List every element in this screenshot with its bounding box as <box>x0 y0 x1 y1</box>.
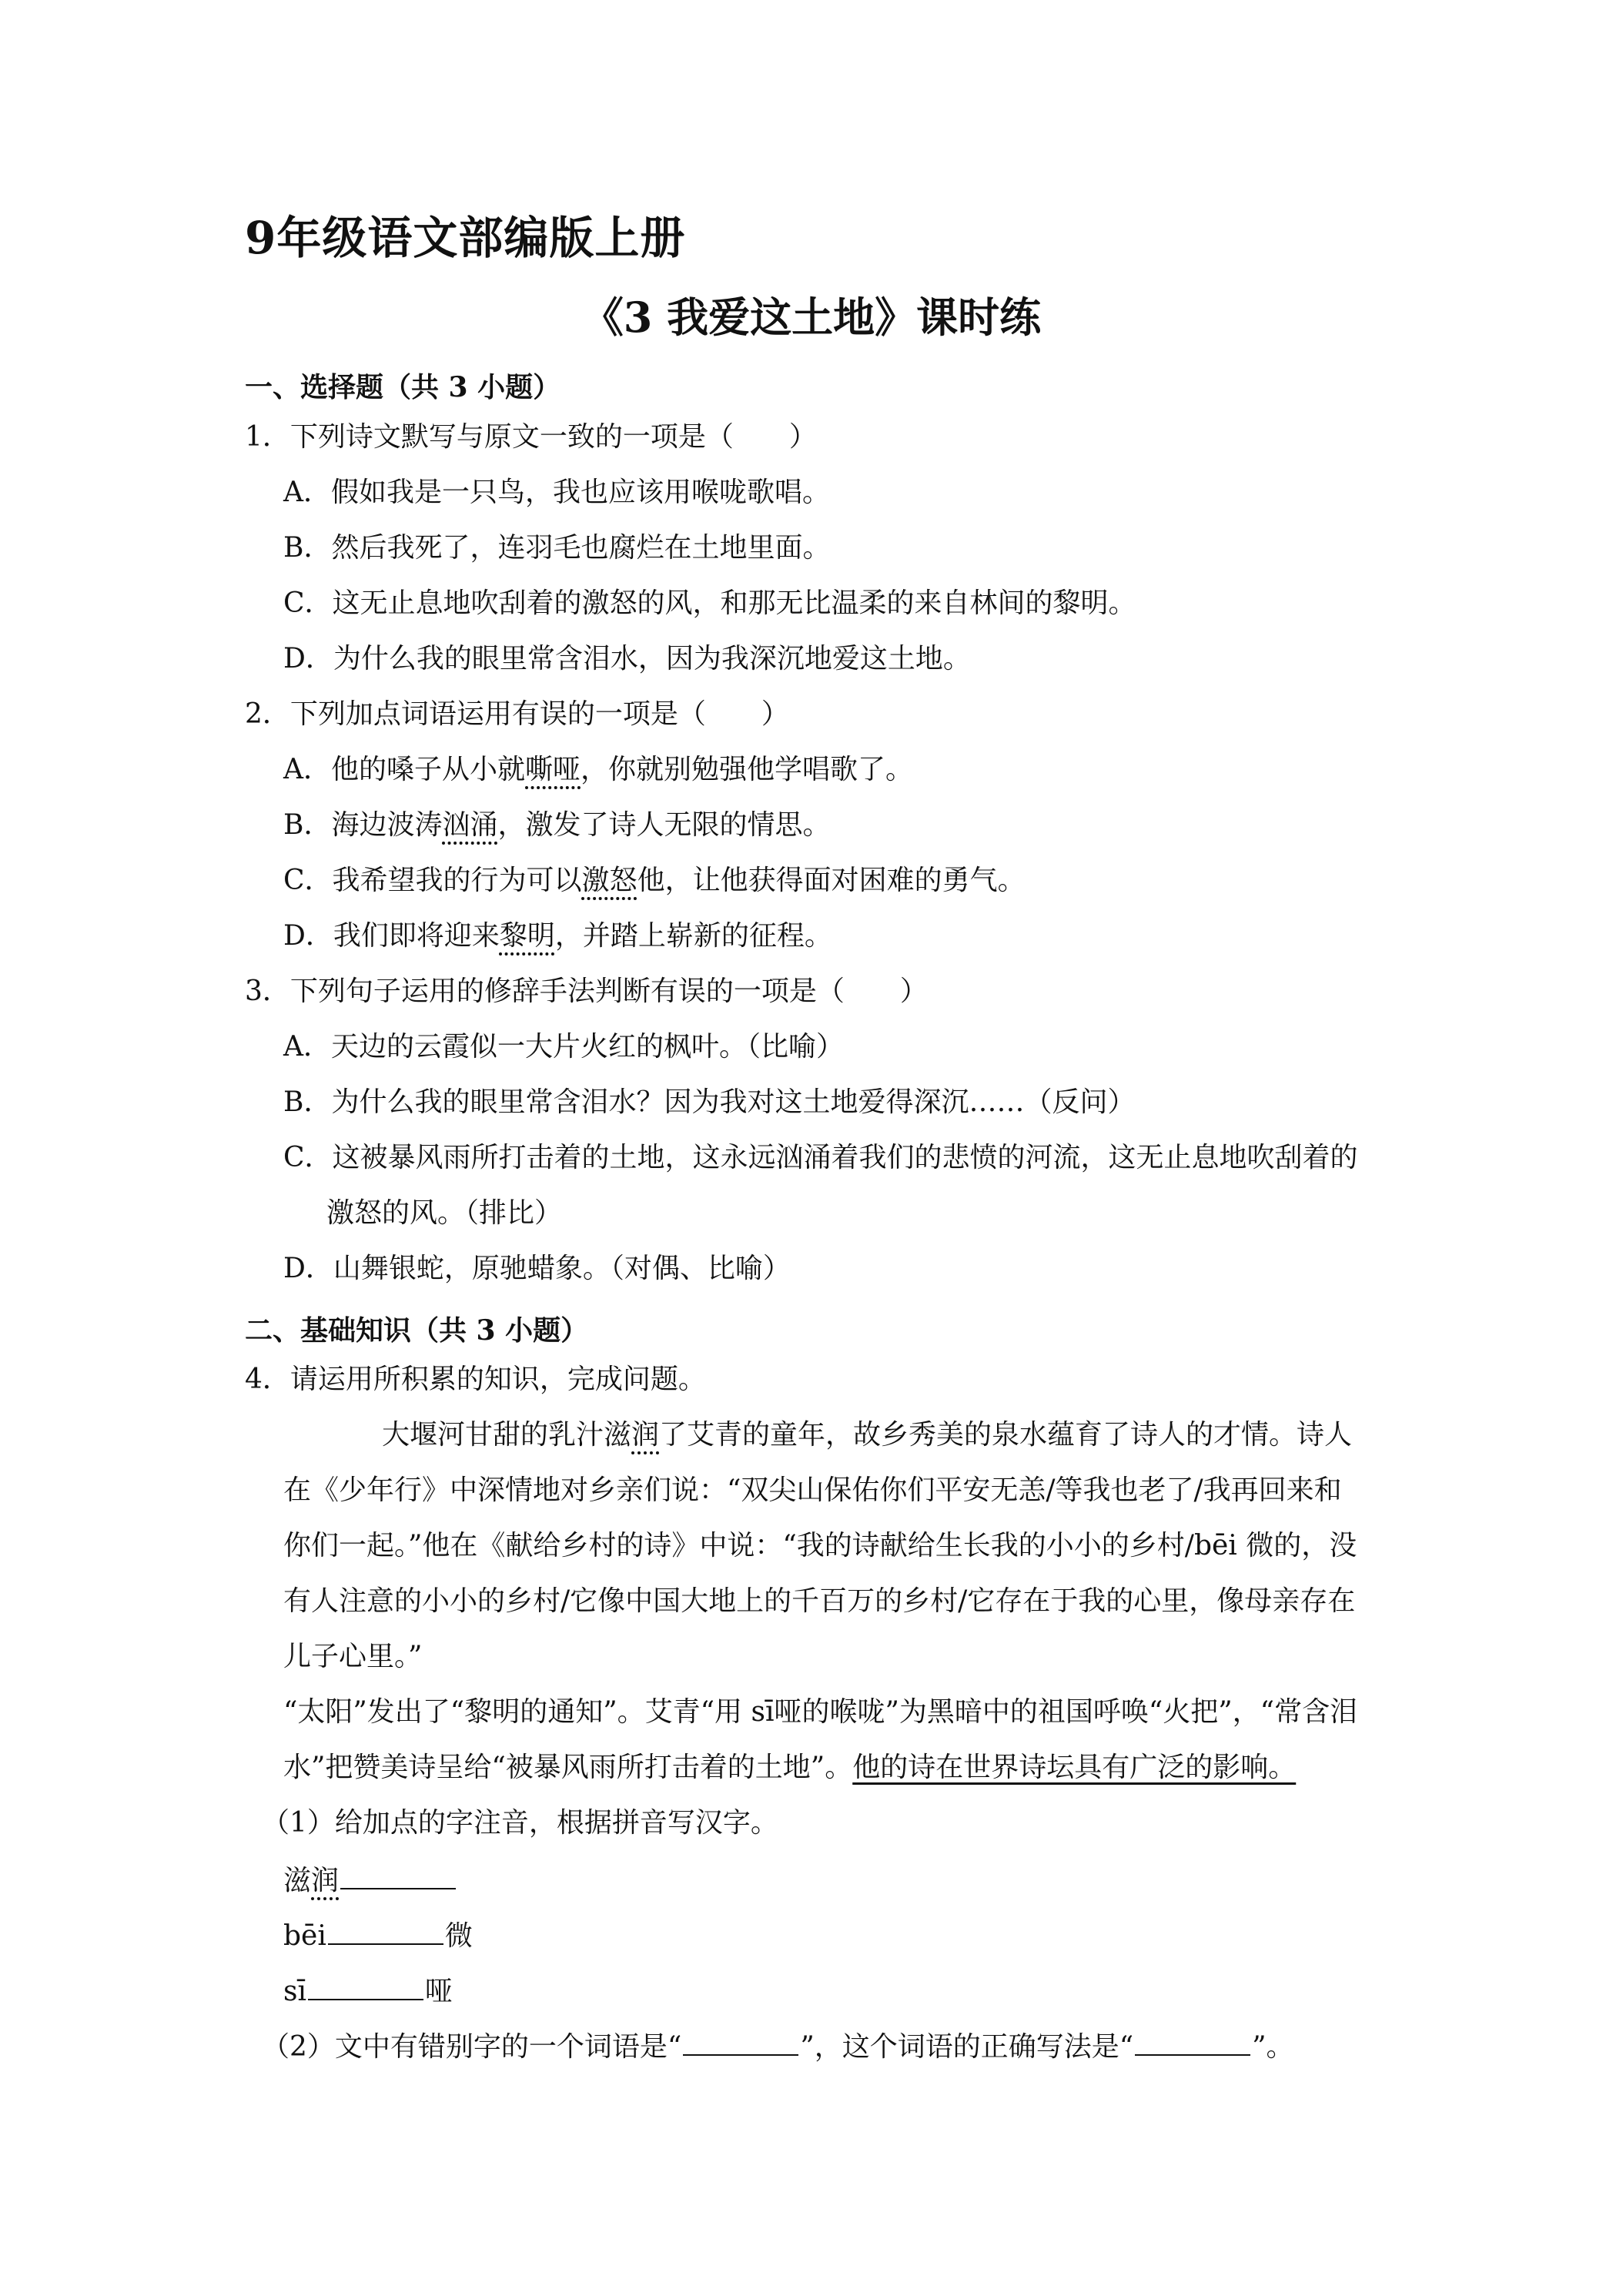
q4-p1-post: 了艾青的童年，故乡秀美的泉水蕴育了诗人的才情。诗人 <box>659 1419 1353 1451</box>
answer-blank-wrong-word[interactable] <box>683 2031 798 2056</box>
q2-a-post: ，你就别勉强他学唱歌了。 <box>581 754 914 785</box>
q3-option-a: A．天边的云霞似一大片火红的枫叶。（比喻） <box>283 1031 844 1063</box>
q2-option-d <box>283 922 832 950</box>
q1-option-a: A．假如我是一只鸟，我也应该用喉咙歌唱。 <box>283 477 830 508</box>
q2-a-dotted-word: 嘶哑 <box>525 754 581 785</box>
q2-c-dotted-word: 激怒 <box>581 865 637 896</box>
q2-stem: 2．下列加点词语运用有误的一项是（ ） <box>245 698 789 730</box>
q4-sub2-b: ”，这个词语的正确写法是“ <box>800 2031 1134 2063</box>
q4-sub2-prompt <box>262 2031 1294 2061</box>
q4-sub2-a: （2）文中有错别字的一个词语是“ <box>262 2031 682 2063</box>
lesson-title: 《3 我爱这土地》课时练 <box>581 293 1042 342</box>
q2-b-post: ，激发了诗人无限的情思。 <box>497 809 831 841</box>
section-choice-title: 一、选择题（共 3 小题） <box>245 371 561 403</box>
answer-blank-1[interactable] <box>340 1865 456 1889</box>
q4-w2-post: 微 <box>444 1920 473 1952</box>
q3-option-b: B．为什么我的眼里常含泪水？因为我对这土地爱得深沉……（反问） <box>283 1086 1136 1118</box>
q4-p1-pre: 大堰河甘甜的乳汁滋 <box>382 1419 632 1451</box>
q2-b-dotted-word: 汹涌 <box>442 809 498 841</box>
q4-passage-line4: 有人注意的小小的乡村/它像中国大地上的千百万的乡村/它存在于我的心里，像母亲存在 <box>283 1585 1356 1617</box>
q2-d-dotted-word: 黎明 <box>499 920 555 952</box>
q4-sub1-prompt: （1）给加点的字注音，根据拼音写汉字。 <box>262 1807 778 1839</box>
grade-title: 9年级语文部编版上册 <box>245 212 686 264</box>
q4-passage-line3: 你们一起。”他在《献给乡村的诗》中说：“我的诗献给生长我的小小的乡村/bēi 微的，没 <box>283 1530 1357 1561</box>
q4-passage-line7 <box>283 1754 1296 1782</box>
q1-option-d: D．为什么我的眼里常含泪水，因为我深沉地爱这土地。 <box>283 643 971 674</box>
q4-passage-line2: 在《少年行》中深情地对乡亲们说：“双尖山保佑你们平安无恙/等我也老了/我再回来和 <box>283 1474 1342 1506</box>
q4-p7-underlined-sentence: 他的诗在世界诗坛具有广泛的影响。 <box>852 1752 1297 1783</box>
q1-stem: 1．下列诗文默写与原文一致的一项是（ ） <box>245 421 817 453</box>
answer-blank-correct-word[interactable] <box>1135 2031 1250 2056</box>
section-basic-title: 二、基础知识（共 3 小题） <box>245 1314 589 1347</box>
q4-sub2-c: ”。 <box>1252 2031 1294 2063</box>
q2-b-pre: B．海边波涛 <box>283 809 443 841</box>
q4-p1-dotted-char: 润 <box>631 1419 660 1451</box>
q2-option-c <box>283 867 1026 895</box>
q2-option-a <box>283 756 913 784</box>
q2-c-pre: C．我希望我的行为可以 <box>283 865 582 896</box>
q3-option-c-line1: C．这被暴风雨所打击着的土地，这永远汹涌着我们的悲愤的河流，这无止息地吹刮着的 <box>283 1142 1358 1173</box>
q2-d-post: ，并踏上崭新的征程。 <box>554 920 832 952</box>
q2-option-b <box>283 809 831 841</box>
q1-option-b: B．然后我死了，连羽毛也腐烂在土地里面。 <box>283 532 831 564</box>
q1-option-c: C．这无止息地吹刮着的激怒的风，和那无比温柔的来自林间的黎明。 <box>283 587 1136 619</box>
q4-w3-pinyin: sī <box>283 1976 306 2007</box>
q4-w1-dotted-char: 润 <box>311 1865 340 1896</box>
q4-w1-pre: 滋 <box>283 1865 312 1896</box>
answer-blank-3[interactable] <box>308 1976 423 2000</box>
q4-word3-row <box>283 1976 453 2006</box>
q4-passage-line1 <box>382 1421 1352 1449</box>
q4-w3-post: 哑 <box>425 1976 453 2007</box>
q4-passage-line5: 儿子心里。” <box>283 1641 423 1672</box>
q3-option-d: D．山舞银蛇，原驰蜡象。（对偶、比喻） <box>283 1253 791 1284</box>
q4-p7-pre: 水”把赞美诗呈给“被暴风雨所打击着的土地”。 <box>283 1752 853 1783</box>
q4-w2-pinyin: bēi <box>283 1920 326 1952</box>
q4-word1-row <box>283 1865 457 1895</box>
q4-stem: 4．请运用所积累的知识，完成问题。 <box>245 1364 706 1395</box>
q2-a-pre: A．他的嗓子从小就 <box>283 754 525 785</box>
q3-option-c-line2: 激怒的风。（排比） <box>326 1197 563 1229</box>
q2-c-post: 他，让他获得面对困难的勇气。 <box>637 865 1026 896</box>
q4-passage-line6: “太阳”发出了“黎明的通知”。艾青“用 sī哑的喉咙”为黑暗中的祖国呼唤“火把”，“常含泪 <box>283 1696 1358 1728</box>
q4-word2-row <box>283 1920 473 1950</box>
answer-blank-2[interactable] <box>328 1920 443 1945</box>
q2-d-pre: D．我们即将迎来 <box>283 920 500 952</box>
q3-stem: 3．下列句子运用的修辞手法判断有误的一项是（ ） <box>245 976 928 1007</box>
